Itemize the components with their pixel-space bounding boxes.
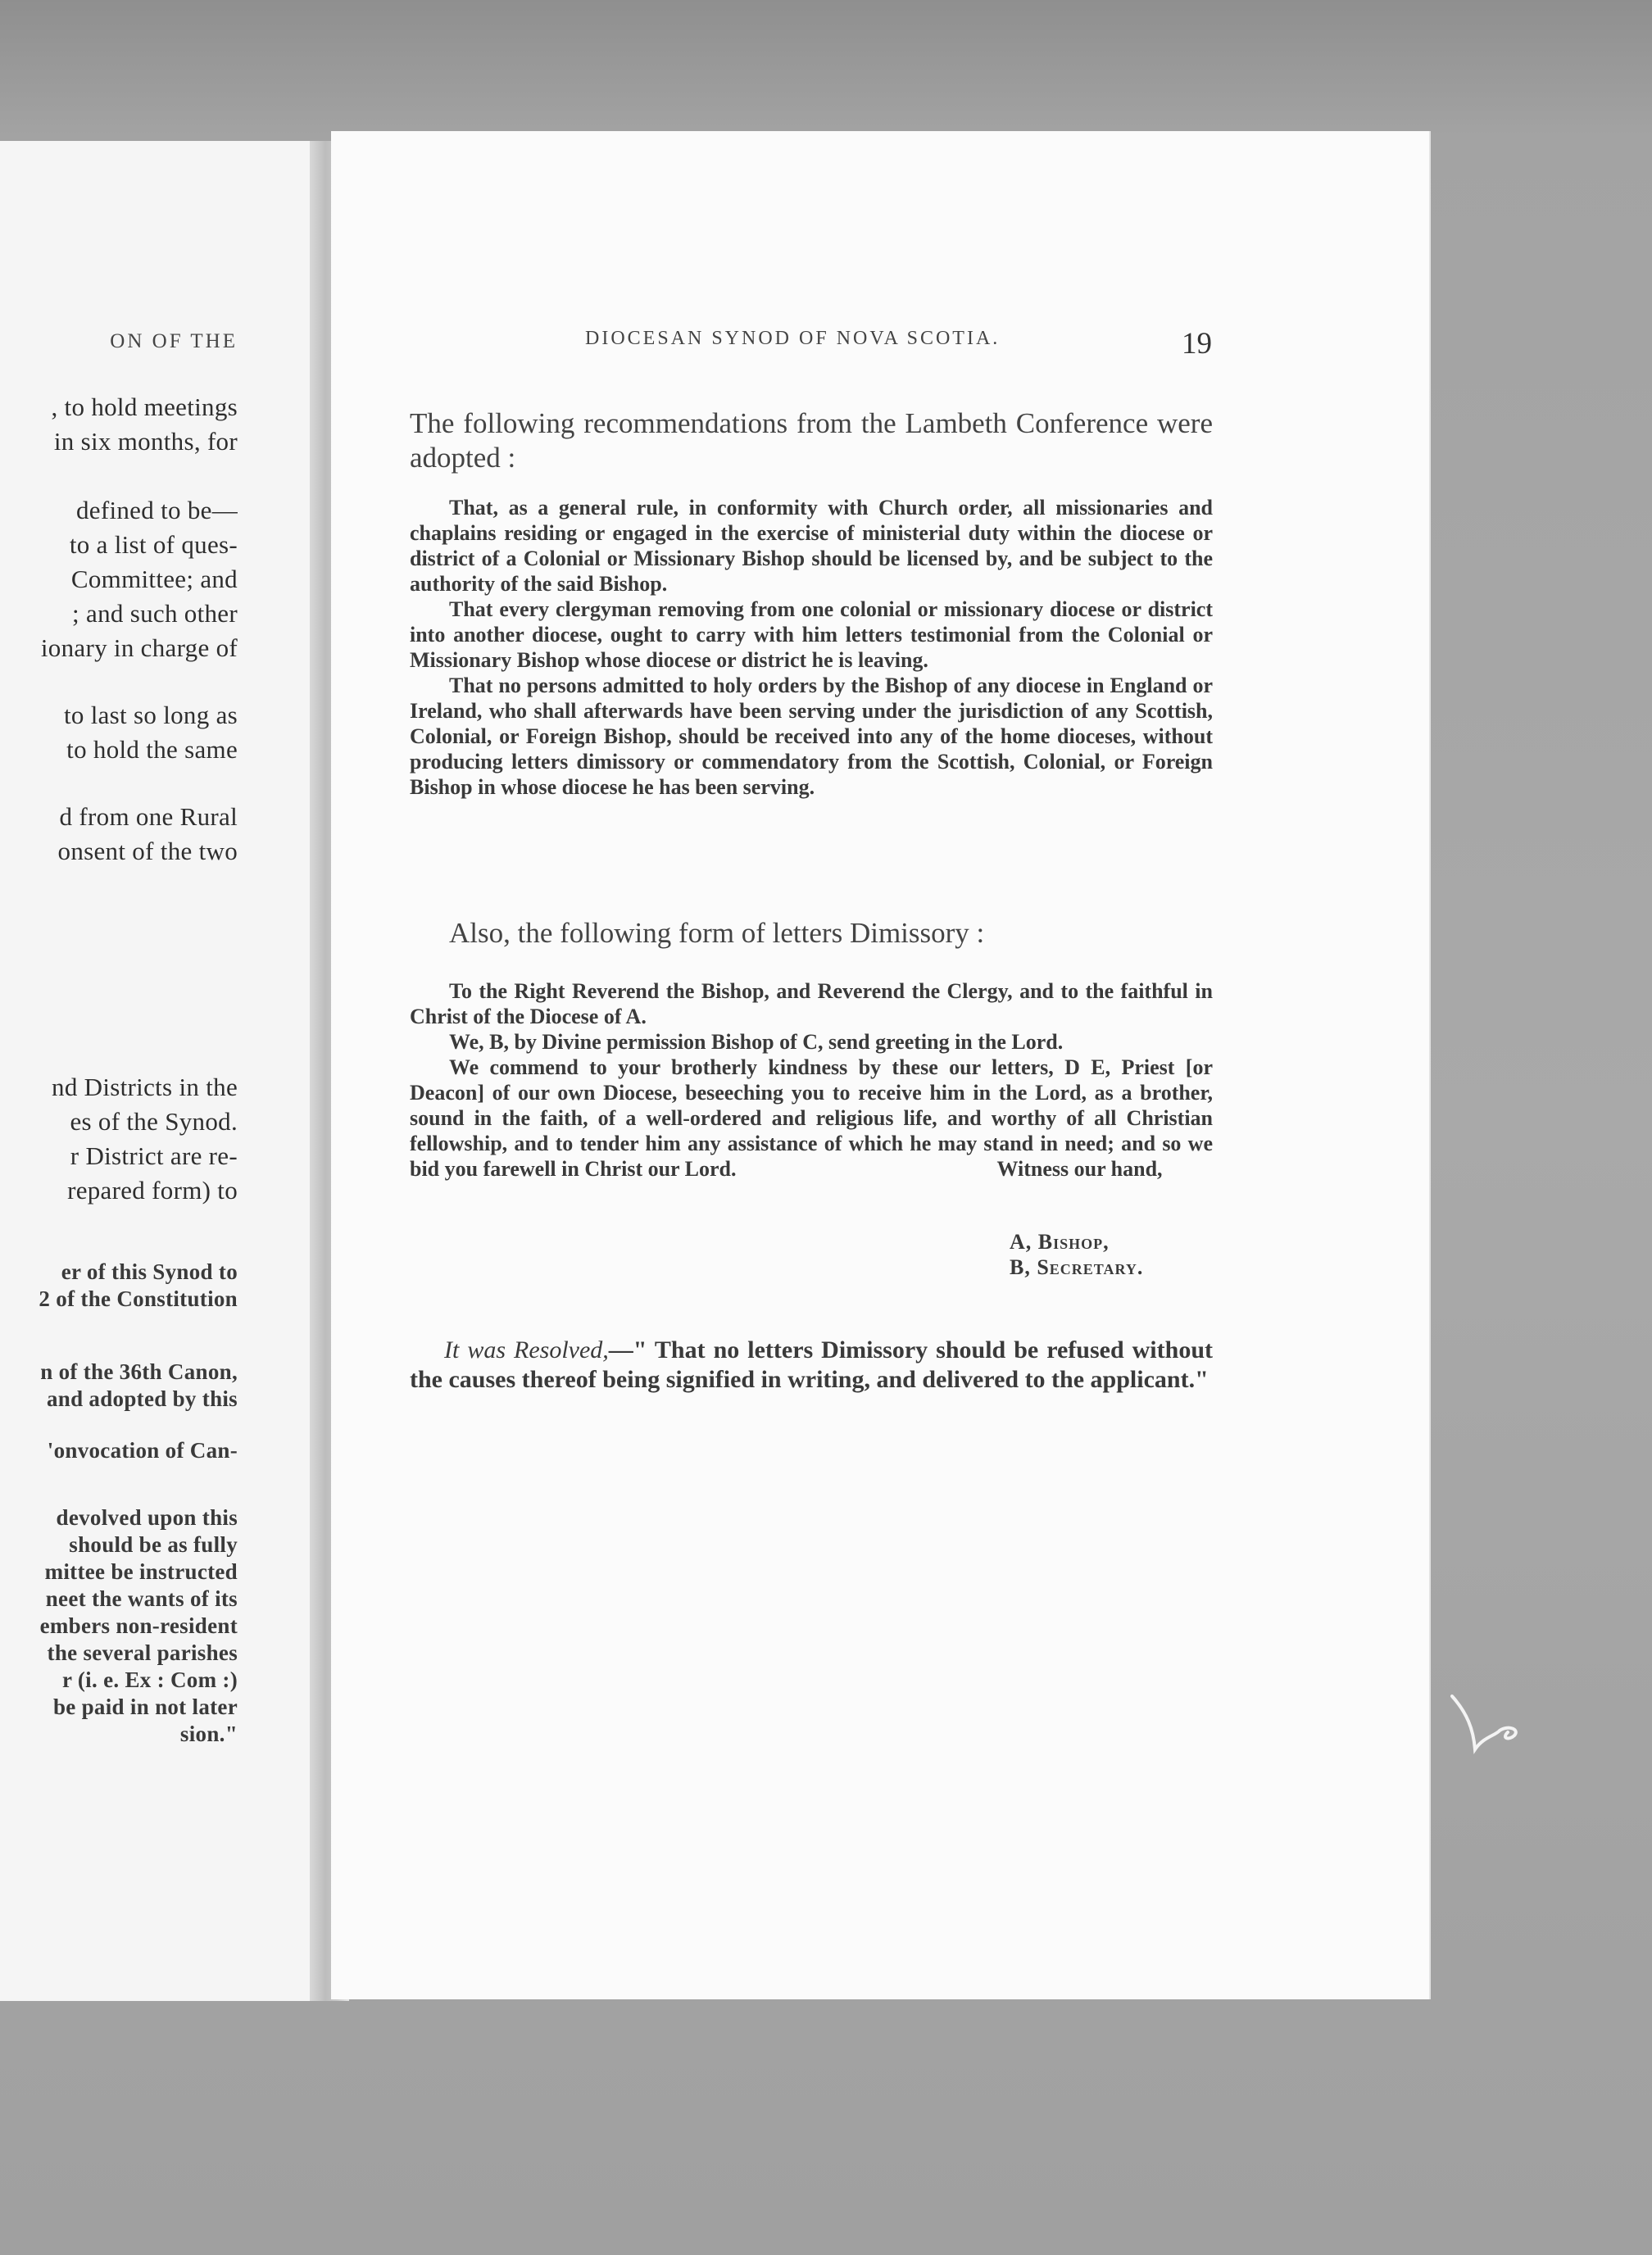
- left-page-line: to last so long as: [63, 701, 238, 729]
- left-page-line: r (i. e. Ex : Com :): [62, 1667, 238, 1692]
- left-page-line: 2 of the Constitution: [39, 1286, 238, 1311]
- left-page-line: sion.": [179, 1722, 238, 1746]
- signature-bishop: A, Bishop,: [1010, 1230, 1110, 1254]
- left-page-line: ; and such other: [72, 599, 238, 628]
- left-page: [0, 141, 320, 2001]
- letter-body: [410, 1055, 1213, 1182]
- left-page-line: repared form) to: [67, 1176, 238, 1205]
- left-page-line: es of the Synod.: [70, 1107, 238, 1136]
- left-page-line: Committee; and: [70, 565, 238, 593]
- resolution: [410, 1336, 1213, 1395]
- left-page-line: d from one Rural: [59, 802, 238, 831]
- pen-scribble-mark: [1450, 1688, 1549, 1770]
- left-page-line: to a list of ques-: [69, 530, 238, 559]
- recommendation-3: That no persons admitted to holy orders by the Bishop of any diocese in England or Ireland, who shall afterwards have been serving under the jurisdiction of any Scottish, Colonial, or Foreign Bishop, should be received into any of the home dioceses, without producing letters dimissory or commendatory from the Scottish, Colonial, or Foreign Bishop in whose diocese he has been serving.: [410, 674, 1213, 799]
- left-page-line: ionary in charge of: [40, 633, 238, 662]
- left-page-line: to hold the same: [66, 735, 238, 764]
- signature-block: [1010, 1229, 1143, 1280]
- left-page-line: devolved upon this: [56, 1505, 238, 1530]
- left-page-line: should be as fully: [69, 1532, 238, 1557]
- recommendation-2: That every clergyman removing from one colonial or missionary diocese or district into another diocese, ought to carry with him letters testimonial from the Colonial or Missionary Bishop whose diocese or district he is leaving.: [410, 597, 1213, 672]
- letter-body-text: We commend to your brotherly kindness by these our letters, D E, Priest [or Deacon] of our own Diocese, beseeching you to receive him in the Lord, as a brother, sound in the faith, of a well-ordered and religious life, and worthy of all Christian fellowship, and to tender him any assistance of which he may stand in need; and so we bid you farewell in Christ our Lord.: [410, 1055, 1213, 1181]
- form-intro: Also, the following form of letters Dimissory :: [449, 917, 985, 949]
- resolution-lead: It was Resolved,: [444, 1336, 609, 1363]
- left-page-line: 'onvocation of Can-: [47, 1438, 238, 1463]
- left-page-line: in six months, for: [53, 427, 238, 456]
- left-page-line: r District are re-: [70, 1141, 238, 1170]
- left-page-line: be paid in not later: [52, 1695, 238, 1719]
- left-page-line: embers non-resident: [39, 1613, 238, 1638]
- letter-greeting: We, B, by Divine permission Bishop of C, send greeting in the Lord.: [449, 1030, 1064, 1054]
- intro-paragraph: The following recommendations from the Lambeth Conference were adopted :: [410, 407, 1213, 474]
- left-page-line: mittee be instructed: [44, 1559, 238, 1584]
- letter-dimissory: [410, 978, 1213, 1182]
- left-page-line: ON OF THE: [110, 330, 238, 352]
- left-page-line: neet the wants of its: [45, 1586, 238, 1611]
- left-page-line: n of the 36th Canon,: [40, 1359, 238, 1384]
- page-number: 19: [1182, 327, 1212, 361]
- left-page-line: defined to be—: [75, 496, 238, 524]
- left-page-line: and adopted by this: [46, 1386, 238, 1411]
- resolution-text: —" That no letters Dimissory should be refused without the causes thereof being signified in writing, and delivered to the applicant.": [410, 1336, 1213, 1393]
- letter-address: To the Right Reverend the Bishop, and Reverend the Clergy, and to the faithful in Christ of the Diocese of A.: [410, 979, 1213, 1028]
- letter-witness: Witness our hand,: [996, 1157, 1163, 1181]
- running-head: DIOCESAN SYNOD OF NOVA SCOTIA.: [585, 328, 1001, 349]
- left-page-line: nd Districts in the: [52, 1073, 238, 1101]
- recommendation-1: That, as a general rule, in conformity with Church order, all missionaries and chaplains residing or engaged in the exercise of ministerial duty within the diocese or district of a Colonial or Missionary Bishop should be licensed by, and be subject to the authority of the said Bishop.: [410, 496, 1213, 596]
- signature-secretary: B, Secretary.: [1010, 1255, 1144, 1279]
- left-page-line: onsent of the two: [57, 837, 238, 865]
- recommendations-block: [410, 495, 1213, 800]
- left-page-line: er of this Synod to: [61, 1259, 238, 1284]
- left-page-line: , to hold meetings: [51, 392, 238, 421]
- left-page-line: the several parishes: [47, 1640, 238, 1665]
